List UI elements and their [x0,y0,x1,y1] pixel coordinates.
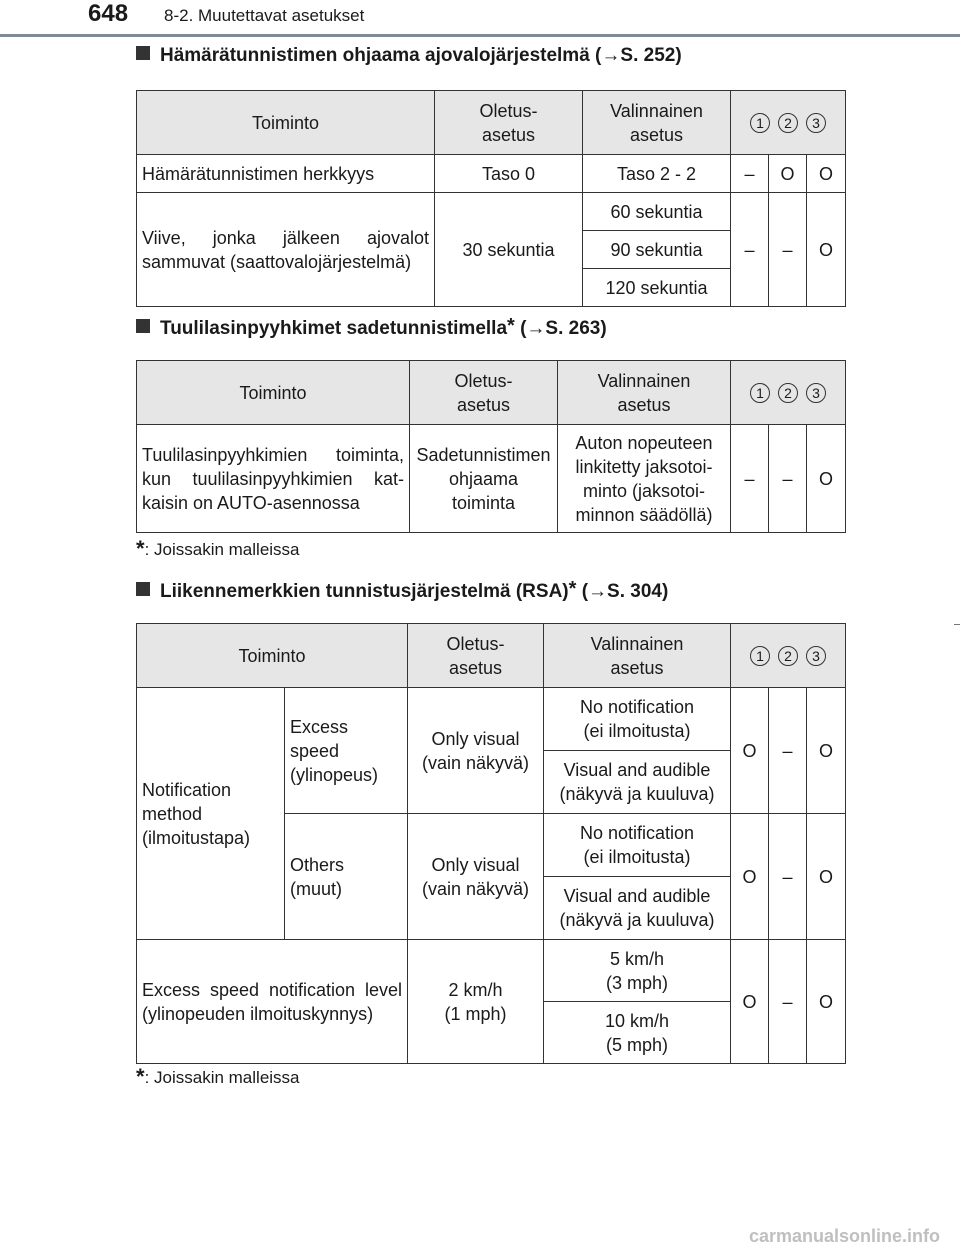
bullet-square-icon [136,582,150,596]
section-title-rsa: Liikennemerkkien tunnistusjärjestelmä (RSA)* (→S. 304) [136,581,668,603]
table-row: Hämärätunnistimen herkkyys Taso 0 Taso 2 - 2 – O O [137,155,846,193]
col-header-option: Valinnainen asetus [558,361,731,425]
table-row: Others (muut) Only visual (vain näkyvä) No notification (ei ilmoitusta) O – O [137,814,846,877]
col-header-function: Toiminto [137,91,435,155]
method-3-icon: 3 [806,383,826,403]
col-header-methods [731,624,846,688]
col-header-methods [731,91,846,155]
col-header-option: Valinnainen asetus [544,624,731,688]
watermark: carmanualsonline.info [748,1226,940,1246]
col-header-default: Oletus- asetus [408,624,544,688]
table-row: Excess speed notification level (ylinopeuden ilmoituskynnys) 2 km/h (1 mph) 5 km/h (3 mph) O – O [137,940,846,1002]
table-rain-sensor [136,360,846,533]
page-header [0,0,960,38]
col-header-option: Valinnainen asetus [583,91,731,155]
col-header-function: Toiminto [137,624,408,688]
method-1-icon: 1 [750,383,770,403]
table-rsa: Toiminto Oletus- asetus Valinnainen asetus 1 2 3 Notification method (ilmoitustapa) Excess speed (ylinopeus) Only visual (vain näkyvä) No notification (ei ilmoitusta) O – O Visual and audible (näkyvä ja kuuluva) Others (muut) Only visual (vain näkyvä) No notification (ei ilmoitusta) O – O Visual and audible (näkyvä ja kuuluva) Excess speed notification level (ylinopeuden ilmoituskynnys) 2 km/h (1 mph) 5 km/h (3 mph) O – O 10 km/h (5 mph) [136,623,846,1064]
method-3-icon: 3 [806,646,826,666]
section-title-twilight-sensor: Hämärätunnistimen ohjaama ajovalojärjestelmä (→S. 252) [136,45,682,67]
method-3-icon: 3 [806,113,826,133]
table-row: Viive, jonka jälkeen ajovalot sammuvat (saattovalojärjestelmä) 30 sekuntia 60 sekuntia – – O [137,193,846,231]
bullet-square-icon [136,319,150,333]
header-rule [0,34,960,37]
col-header-default: Oletus- asetus [410,361,558,425]
table-row: Tuulilasinpyyhkimien toiminta, kun tuulilasinpyyhkimien katkaisin on AUTO-asennossa Sadetunnistimen ohjaama toiminta Auton nopeuteen linkitetty jaksotoiminto (jaksotoiminnon säädöllä) – – O [137,425,846,533]
arrow-right-icon: → [526,318,546,339]
section-title-rain-sensor: Tuulilasinpyyhkimet sadetunnistimella* (→S. 263) [136,318,607,340]
method-1-icon: 1 [750,646,770,666]
page-reference-link[interactable]: S. 263) [545,318,607,339]
col-header-default: Oletus- asetus [435,91,583,155]
chapter-title: 8-2. Muutettavat asetukset [164,6,365,25]
col-header-methods [731,361,846,425]
footnote: *: Joissakin malleissa [136,1064,300,1089]
page-number: 648 [88,0,129,27]
method-2-icon: 2 [778,646,798,666]
arrow-right-icon: → [601,45,621,66]
method-1-icon: 1 [750,113,770,133]
table-twilight-sensor: Toiminto Oletus- asetus Valinnainen asetus 1 2 3 Hämärätunnistimen herkkyys Taso 0 Taso 2 - 2 – O O Viive, jonka jälkeen ajovalot sammuvat (saattovalojärjestelmä) 30 sekuntia 60 sekuntia – – O 90 sekuntia 120 sekuntia [136,90,846,307]
arrow-right-icon: → [588,581,608,602]
page-reference-link[interactable]: S. 252) [620,45,682,66]
table-row: Notification method (ilmoitustapa) Excess speed (ylinopeus) Only visual (vain näkyvä) No notification (ei ilmoitusta) O – O [137,688,846,751]
edge-tick [954,624,960,625]
page-reference-link[interactable]: S. 304) [607,581,669,602]
method-2-icon: 2 [778,383,798,403]
method-2-icon: 2 [778,113,798,133]
col-header-function: Toiminto [137,361,410,425]
footnote: *: Joissakin malleissa [136,536,300,561]
bullet-square-icon [136,46,150,60]
